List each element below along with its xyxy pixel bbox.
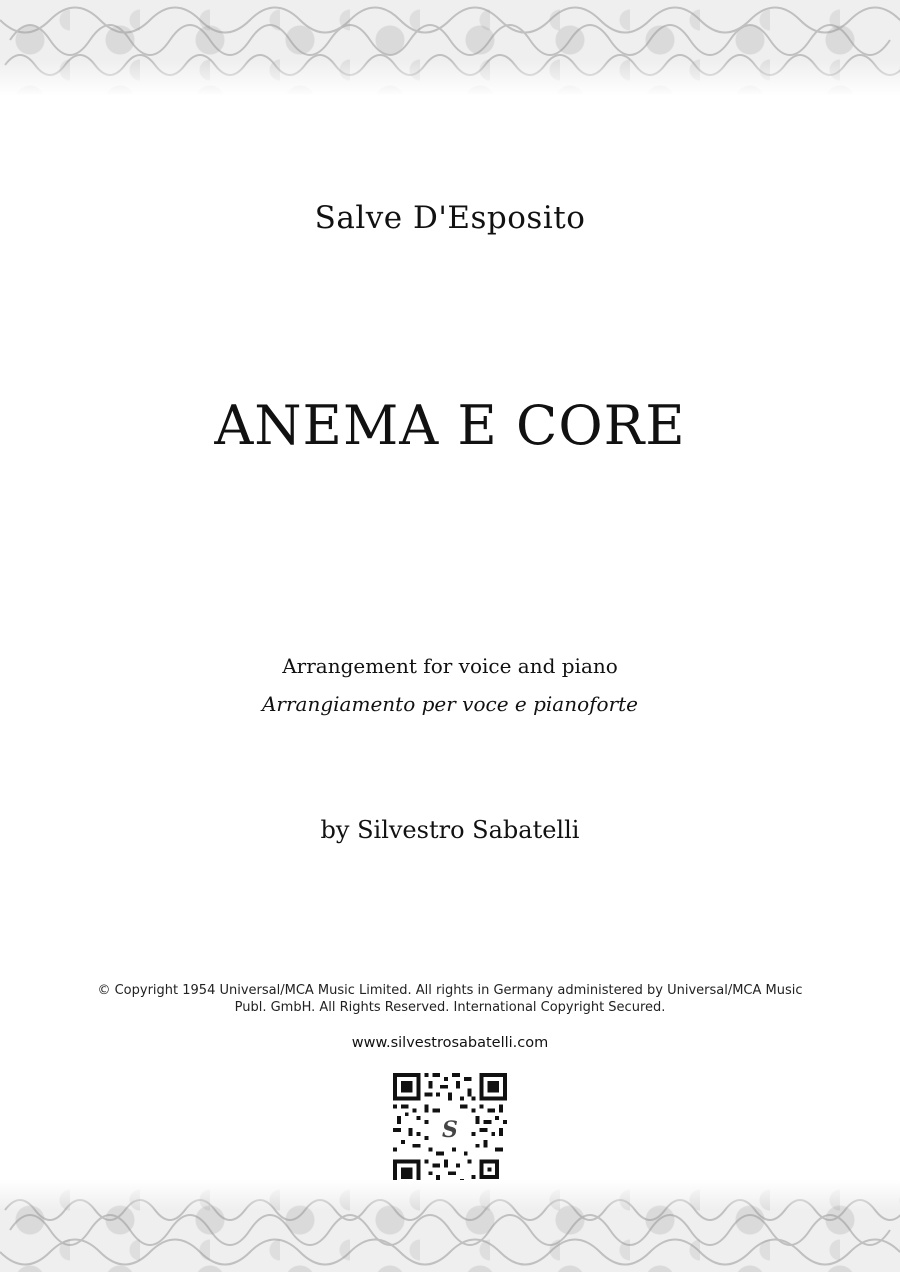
arrangement-italian: Arrangiamento per voce e pianoforte: [261, 692, 638, 716]
composer-name: Salve D'Esposito: [314, 200, 586, 236]
qr-logo-badge: S: [433, 1113, 467, 1147]
bottom-ornamental-border: [0, 1180, 900, 1272]
top-ornamental-border: [0, 0, 900, 95]
arranger-credit: by Silvestro Sabatelli: [320, 816, 580, 844]
page-title: ANEMA E CORE: [214, 394, 686, 457]
arrangement-english: Arrangement for voice and piano: [282, 654, 618, 678]
copyright-notice: © Copyright 1954 Universal/MCA Music Limited. All rights in Germany administered by Universal/MCA Music Publ. GmbH. All Rights Reserved. International Copyright Secured.: [97, 983, 803, 1015]
website-link[interactable]: www.silvestrosabatelli.com: [351, 1035, 549, 1051]
